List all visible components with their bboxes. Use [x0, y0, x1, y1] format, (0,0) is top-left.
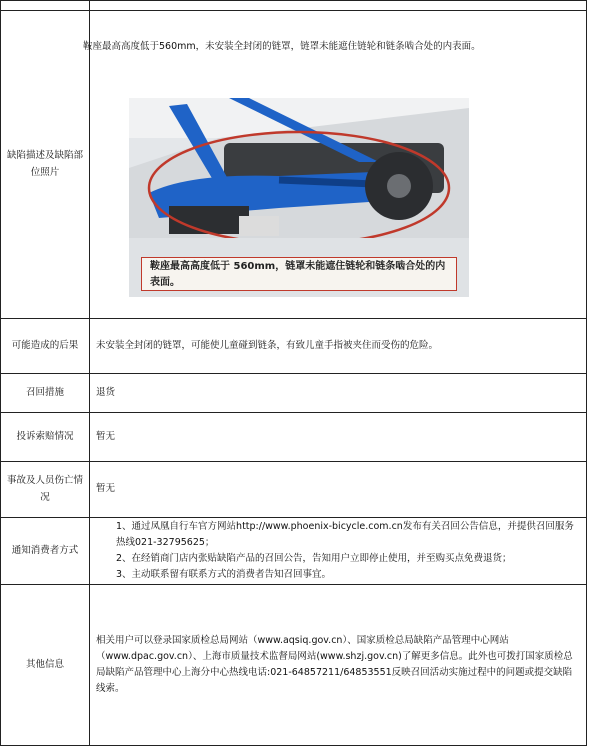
measure-text: 退货	[90, 374, 587, 413]
compensation-text: 暂无	[90, 413, 587, 462]
empty-cell	[1, 1, 90, 11]
notify-line-3: 3、主动联系留有联系方式的消费者告知召回事宜。	[116, 569, 332, 581]
notify-label: 通知消费者方式	[1, 518, 90, 585]
injury-label: 事故及人员伤亡情况	[1, 462, 90, 518]
photo-caption: 鞍座最高高度低于 560mm，链罩未能遮住链轮和链条啮合处的内表面。	[141, 257, 457, 291]
table-row-other	[1, 585, 587, 746]
empty-cell	[90, 1, 587, 11]
other-text: 相关用户可以登录国家质检总局网站（www.aqsiq.gov.cn）、国家质检总局缺陷产品管理中心网站（www.dpac.gov.cn）、上海市质量技术监督局网站(www.shzj.gov.cn)了解更多信息。此外也可拨打国家质检总局缺陷产品管理中心上海分中心热线电话:021-64857211/64853551反映召回活动实施过程中的问题或提交缺陷线索。	[90, 585, 587, 746]
notify-cell	[90, 518, 587, 585]
table-row-injury	[1, 462, 587, 518]
compensation-label: 投诉索赔情况	[1, 413, 90, 462]
notify-line-2: 2、在经销商门店内张贴缺陷产品的召回公告，告知用户立即停止使用，并至购买点免费退货；	[116, 553, 512, 564]
notify-line-1: 1、通过凤凰自行车官方网站http://www.phoenix-bicycle.com.cn发布有关召回公告信息，并提供召回服务热线021-32795625；	[116, 520, 574, 548]
measure-label: 召回措施	[1, 374, 90, 413]
consequence-label: 可能造成的后果	[1, 319, 90, 374]
table-row-compensation	[1, 413, 587, 462]
consequence-text: 未安装全封闭的链罩，可能使儿童碰到链条，有致儿童手指被夹住而受伤的危险。	[90, 319, 587, 374]
table-top-row	[1, 1, 587, 11]
injury-text: 暂无	[90, 462, 587, 518]
defect-description: 鞍座最高高度低于560mm，未安装全封闭的链罩，链罩未能遮住链轮和链条啮合处的内表面。	[83, 41, 481, 52]
table-row-notify	[1, 518, 587, 585]
other-label: 其他信息	[1, 585, 90, 746]
defect-photo	[129, 98, 469, 297]
defect-label: 缺陷描述及缺陷部位照片	[1, 11, 90, 319]
table-row-consequence	[1, 319, 587, 374]
table-row-measure	[1, 374, 587, 413]
